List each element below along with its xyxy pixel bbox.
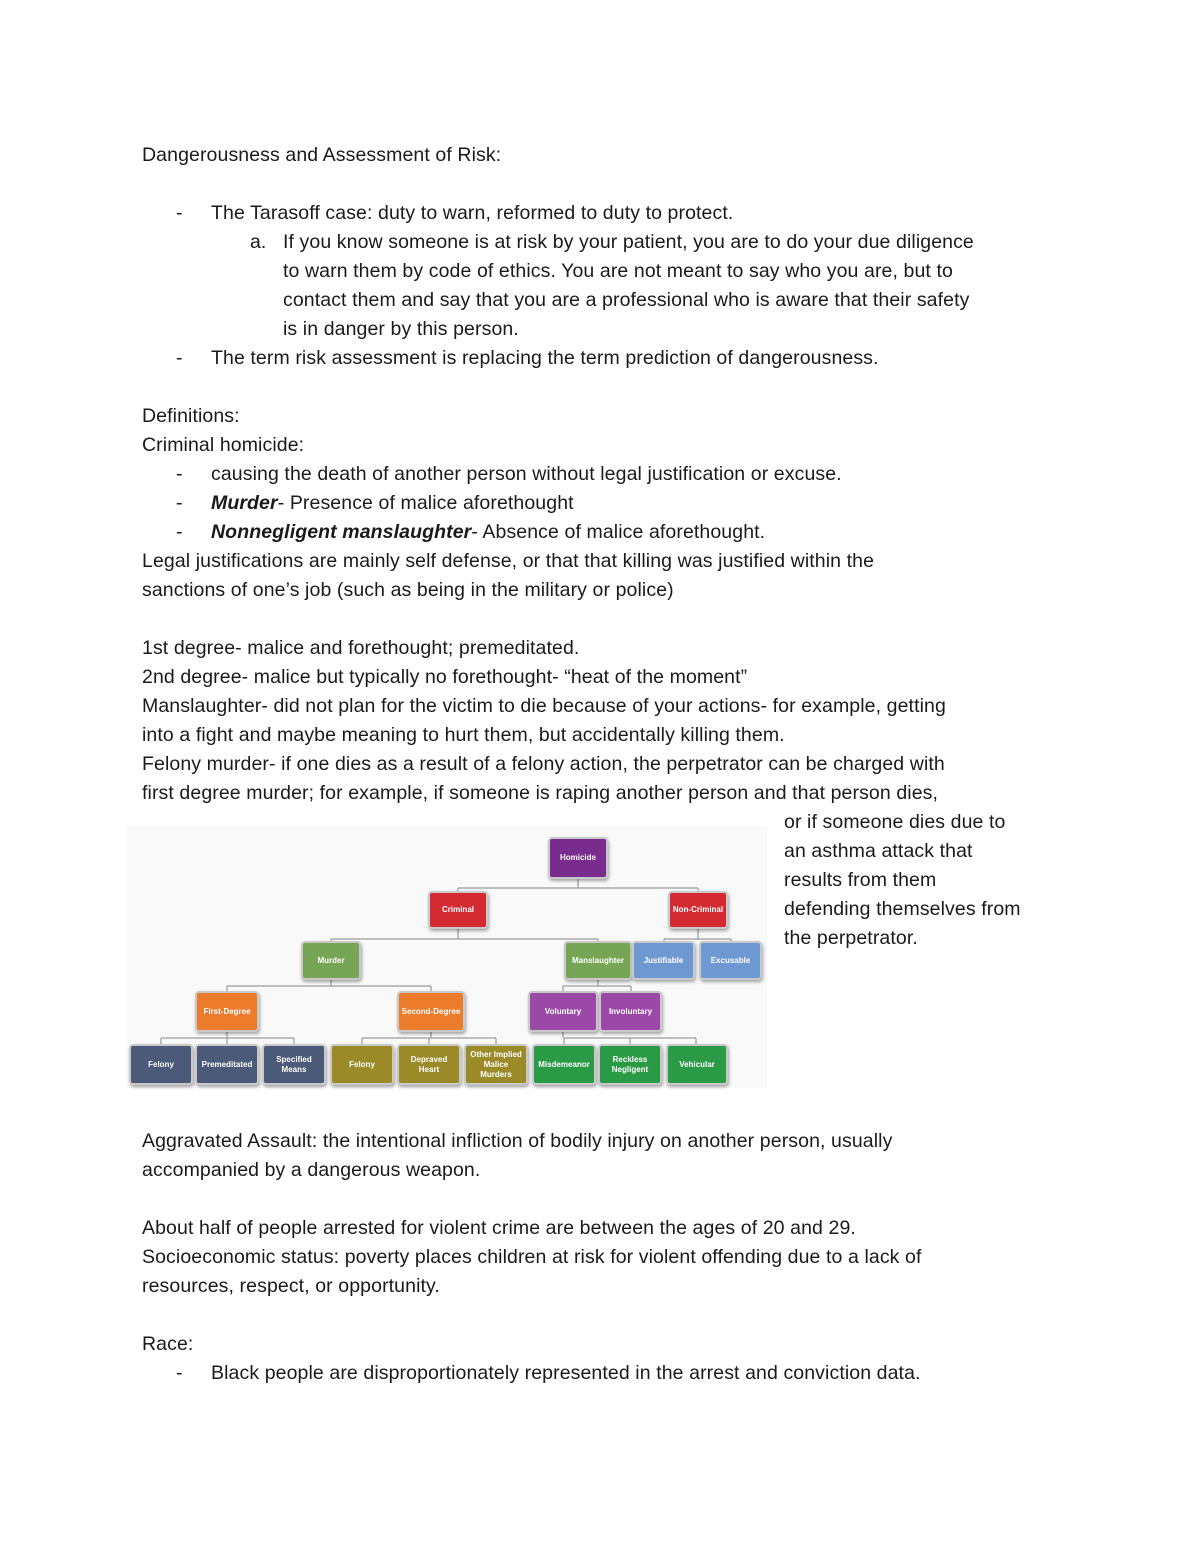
assault-line: Aggravated Assault: the intentional infliction of bodily injury on another person, usually <box>142 1130 893 1152</box>
degree-line: first degree murder; for example, if someone is raping another person and that person dies, <box>142 782 939 804</box>
wrap-line: results from them <box>784 869 937 891</box>
felony-node: Felony <box>129 1044 193 1085</box>
excusable-node: Excusable <box>699 941 762 980</box>
degree-line: Felony murder- if one dies as a result of a felony action, the perpetrator can be charged with <box>142 753 945 775</box>
tarasoff-sub-line: contact them and say that you are a professional who is aware that their safety <box>283 289 970 311</box>
criminal-homicide-label: Criminal homicide: <box>142 434 305 456</box>
voluntary-node: Voluntary <box>528 991 598 1032</box>
involuntary-node: Involuntary <box>599 991 662 1032</box>
felony-node: Felony <box>330 1044 394 1085</box>
connector <box>664 929 731 941</box>
tarasoff-bullet: The Tarasoff case: duty to warn, reformed to duty to protect. <box>211 202 734 224</box>
tarasoff-sub-line: If you know someone is at risk by your patient, you are to do your due diligence <box>283 231 974 253</box>
sub-list-marker: a. <box>250 231 267 253</box>
wrap-line: the perpetrator. <box>784 927 918 949</box>
reckless-negligent-node: Reckless Negligent <box>598 1044 662 1085</box>
wrap-line: an asthma attack that <box>784 840 973 862</box>
specified-means-node: Specified Means <box>262 1044 326 1085</box>
murder-term: Murder <box>211 492 278 514</box>
second-degree-node: Second-Degree <box>397 991 465 1032</box>
murder-node: Murder <box>301 941 361 980</box>
race-label: Race: <box>142 1333 194 1355</box>
bullet-dash: - <box>176 1362 183 1384</box>
legal-justification-line: sanctions of one’s job (such as being in the military or police) <box>142 579 674 601</box>
bullet-dash: - <box>176 492 183 514</box>
degree-line: into a fight and maybe meaning to hurt them, but accidentally killing them. <box>142 724 785 746</box>
legal-justification-line: Legal justifications are mainly self defense, or that that killing was justified within the <box>142 550 875 572</box>
justifiable-node: Justifiable <box>632 941 695 980</box>
degree-line: Manslaughter- did not plan for the victim to die because of your actions- for example, getting <box>142 695 946 717</box>
bullet-dash: - <box>176 202 183 224</box>
vehicular-node: Vehicular <box>666 1044 728 1085</box>
manslaughter-term: Nonnegligent manslaughter <box>211 521 472 543</box>
non-criminal-node: Non-Criminal <box>668 891 728 929</box>
homicide-definition: causing the death of another person without legal justification or excuse. <box>211 463 842 485</box>
misdemeanor-node: Misdemeanor <box>532 1044 596 1085</box>
wrap-line: defending themselves from <box>784 898 1021 920</box>
wrap-line: or if someone dies due to <box>784 811 1006 833</box>
age-ses-line: About half of people arrested for violent crime are between the ages of 20 and 29. <box>142 1217 856 1239</box>
connector <box>227 980 431 991</box>
connector <box>362 1032 496 1044</box>
criminal-node: Criminal <box>428 891 488 929</box>
homicide-classification-diagram <box>127 826 767 1088</box>
other-implied-malice-node: Other Implied Malice Murders <box>464 1044 528 1085</box>
bullet-dash: - <box>176 463 183 485</box>
connector <box>331 929 598 941</box>
bullet-dash: - <box>176 521 183 543</box>
age-ses-line: resources, respect, or opportunity. <box>142 1275 440 1297</box>
page-heading: Dangerousness and Assessment of Risk: <box>142 144 502 166</box>
connector <box>563 1032 696 1044</box>
murder-definition <box>211 489 574 518</box>
connector <box>458 879 698 891</box>
definitions-label: Definitions: <box>142 405 240 427</box>
first-degree-node: First-Degree <box>195 991 259 1032</box>
murder-def-text: - Presence of malice aforethought <box>277 492 574 514</box>
bullet-dash: - <box>176 347 183 369</box>
manslaughter-definition <box>211 518 765 547</box>
depraved-heart-node: Depraved Heart <box>397 1044 461 1085</box>
connector <box>563 980 631 991</box>
assault-line: accompanied by a dangerous weapon. <box>142 1159 481 1181</box>
tarasoff-sub-line: is in danger by this person. <box>283 318 519 340</box>
degree-line: 1st degree- malice and forethought; premeditated. <box>142 637 580 659</box>
risk-assessment-bullet: The term risk assessment is replacing the term prediction of dangerousness. <box>211 347 879 369</box>
manslaughter-def-text: - Absence of malice aforethought. <box>471 521 766 543</box>
age-ses-line: Socioeconomic status: poverty places children at risk for violent offending due to a lack of <box>142 1246 922 1268</box>
connector <box>161 1032 294 1044</box>
degree-line: 2nd degree- malice but typically no forethought- “heat of the moment” <box>142 666 748 688</box>
tarasoff-sub-line: to warn them by code of ethics. You are not meant to say who you are, but to <box>283 260 953 282</box>
manslaughter-node: Manslaughter <box>564 941 632 980</box>
premeditated-node: Premeditated <box>195 1044 259 1085</box>
homicide-node: Homicide <box>548 837 608 879</box>
race-bullet: Black people are disproportionately represented in the arrest and conviction data. <box>211 1362 921 1384</box>
